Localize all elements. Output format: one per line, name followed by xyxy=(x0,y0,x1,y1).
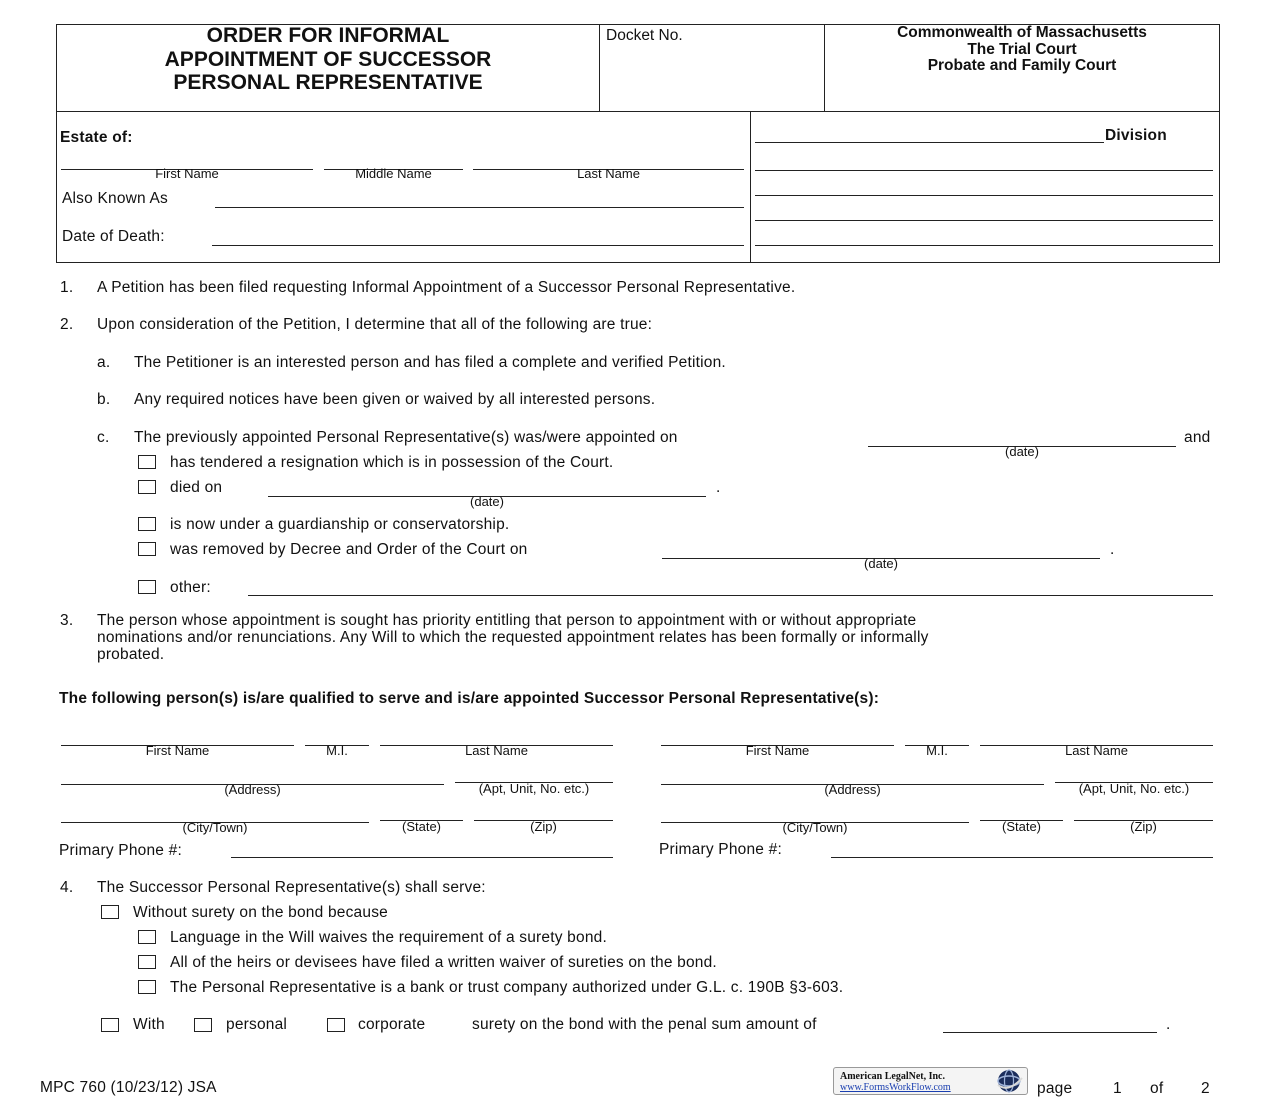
appointee-2-apt-caption: (Apt, Unit, No. etc.) xyxy=(1078,781,1190,796)
appointee-2-mi-caption: M.I. xyxy=(926,743,948,758)
of-label: of xyxy=(1150,1080,1164,1097)
item-2a-text: The Petitioner is an interested person and has filed a complete and verified Petition. xyxy=(134,354,726,371)
appointee-1-city-caption: (City/Town) xyxy=(182,820,248,835)
penal-sum-field[interactable] xyxy=(943,1032,1157,1033)
court-line-2: The Trial Court xyxy=(967,40,1077,58)
court-name xyxy=(825,25,1219,75)
appointee-1-state-caption: (State) xyxy=(401,819,441,834)
header-divider-1 xyxy=(599,24,600,112)
appointee-1-address-caption: (Address) xyxy=(224,782,281,797)
with-surety-label: With xyxy=(133,1016,165,1033)
item-2c-text: The previously appointed Personal Representative(s) was/were appointed on xyxy=(134,429,678,446)
item-2a-label: a. xyxy=(97,354,111,371)
division-line-3[interactable] xyxy=(755,195,1213,196)
appointed-date-caption: (date) xyxy=(1005,444,1039,459)
heirs-waiver-checkbox[interactable] xyxy=(138,955,156,969)
appointee-1-last-name-caption: Last Name xyxy=(465,743,528,758)
form-title xyxy=(57,24,599,95)
division-label: Division xyxy=(1105,127,1167,144)
title-line-2: APPOINTMENT OF SUCCESSOR xyxy=(164,47,492,71)
removed-label: was removed by Decree and Order of the Court on xyxy=(170,541,528,558)
title-line-1: ORDER FOR INFORMAL xyxy=(206,24,450,47)
penal-sum-period: . xyxy=(1166,1016,1171,1033)
item-3-line-2: nominations and/or renunciations. Any Will to which the requested appointment relates has been formally or informally xyxy=(97,629,929,646)
item-2c-and: and xyxy=(1184,429,1211,446)
other-field[interactable] xyxy=(248,595,1213,596)
docket-number-field[interactable] xyxy=(606,90,814,91)
without-surety-checkbox[interactable] xyxy=(101,905,119,919)
appointee-1-first-name-caption: First Name xyxy=(145,743,210,758)
appointee-2-phone-label: Primary Phone #: xyxy=(659,841,782,858)
division-field[interactable] xyxy=(755,142,1104,143)
middle-name-caption: Middle Name xyxy=(355,166,432,181)
item-2-text: Upon consideration of the Petition, I determine that all of the following are true: xyxy=(97,316,653,333)
division-line-5[interactable] xyxy=(755,245,1213,246)
died-period: . xyxy=(716,479,721,496)
without-surety-label: Without surety on the bond because xyxy=(133,904,388,921)
removed-checkbox[interactable] xyxy=(138,542,156,556)
page-label: page xyxy=(1037,1080,1073,1097)
item-2c-label: c. xyxy=(97,429,110,446)
item-2b-label: b. xyxy=(97,391,111,408)
court-line-3: Probate and Family Court xyxy=(927,57,1117,74)
appointee-1-phone-label: Primary Phone #: xyxy=(59,842,182,859)
dod-field[interactable] xyxy=(212,245,744,246)
court-line-1: Commonwealth of Massachusetts xyxy=(897,24,1147,41)
item-2b-text: Any required notices have been given or waived by all interested persons. xyxy=(134,391,656,408)
died-label: died on xyxy=(170,479,223,496)
will-waives-checkbox[interactable] xyxy=(138,930,156,944)
other-label: other: xyxy=(170,579,211,596)
with-surety-checkbox[interactable] xyxy=(101,1018,119,1032)
item-4-number: 4. xyxy=(60,879,74,896)
title-line-3: PERSONAL REPRESENTATIVE xyxy=(173,71,483,94)
appointee-2-address-caption: (Address) xyxy=(824,782,881,797)
removed-period: . xyxy=(1110,541,1115,558)
docket-label: Docket No. xyxy=(606,27,683,44)
page-total: 2 xyxy=(1201,1080,1210,1097)
appointment-heading: The following person(s) is/are qualified to serve and is/are appointed Successor Personal Representative(s): xyxy=(59,690,880,707)
appointee-2-state-caption: (State) xyxy=(1001,819,1041,834)
died-checkbox[interactable] xyxy=(138,480,156,494)
item-2-number: 2. xyxy=(60,316,74,333)
last-name-caption: Last Name xyxy=(577,166,640,181)
item-1-number: 1. xyxy=(60,279,74,296)
page-number: 1 xyxy=(1113,1080,1122,1097)
appointee-1-mi-caption: M.I. xyxy=(326,743,348,758)
corporate-surety-label: corporate xyxy=(358,1016,426,1033)
item-4-text: The Successor Personal Representative(s) shall serve: xyxy=(97,879,486,896)
logo-company-name: American LegalNet, Inc. xyxy=(840,1071,945,1082)
resigned-checkbox[interactable] xyxy=(138,455,156,469)
personal-surety-label: personal xyxy=(226,1016,288,1033)
heirs-waiver-label: All of the heirs or devisees have filed a written waiver of sureties on the bond. xyxy=(170,954,717,971)
estate-label: Estate of: xyxy=(60,129,133,146)
aka-field[interactable] xyxy=(215,207,744,208)
other-checkbox[interactable] xyxy=(138,580,156,594)
logo-website-link[interactable]: www.FormsWorkFlow.com xyxy=(840,1082,951,1093)
appointee-2-first-name-caption: First Name xyxy=(745,743,810,758)
item-3-line-3: probated. xyxy=(97,646,165,663)
logo-globe-icon xyxy=(992,1069,1026,1093)
division-line-4[interactable] xyxy=(755,220,1213,221)
corporate-surety-checkbox[interactable] xyxy=(327,1018,345,1032)
aka-label: Also Known As xyxy=(62,190,168,207)
appointee-1-zip-caption: (Zip) xyxy=(530,819,557,834)
item-3-line-1: The person whose appointment is sought has priority entitling that person to appointment with or without appropriate xyxy=(97,612,917,629)
appointee-2-phone-field[interactable] xyxy=(831,857,1213,858)
first-name-caption: First Name xyxy=(155,166,219,181)
bank-trust-label: The Personal Representative is a bank or trust company authorized under G.L. c. 190B §3-603. xyxy=(170,979,844,996)
estate-box xyxy=(56,112,1220,263)
item-3-number: 3. xyxy=(60,612,74,629)
dod-label: Date of Death: xyxy=(62,228,165,245)
estate-divider xyxy=(750,112,751,263)
guardianship-label: is now under a guardianship or conservatorship. xyxy=(170,516,510,533)
bank-trust-checkbox[interactable] xyxy=(138,980,156,994)
form-id: MPC 760 (10/23/12) JSA xyxy=(40,1079,217,1096)
item-1-text: A Petition has been filed requesting Informal Appointment of a Successor Personal Representative. xyxy=(97,279,796,296)
removed-date-caption: (date) xyxy=(864,556,898,571)
appointee-2-city-caption: (City/Town) xyxy=(782,820,848,835)
division-line-2[interactable] xyxy=(755,170,1213,171)
personal-surety-checkbox[interactable] xyxy=(194,1018,212,1032)
appointee-1-apt-caption: (Apt, Unit, No. etc.) xyxy=(478,781,590,796)
surety-amount-text: surety on the bond with the penal sum amount of xyxy=(472,1016,817,1033)
item-3-text xyxy=(97,612,929,663)
guardianship-checkbox[interactable] xyxy=(138,517,156,531)
appointee-2-last-name-caption: Last Name xyxy=(1065,743,1128,758)
resigned-label: has tendered a resignation which is in possession of the Court. xyxy=(170,454,614,471)
legalnet-logo xyxy=(833,1067,1028,1095)
died-date-caption: (date) xyxy=(470,494,504,509)
appointee-1-phone-field[interactable] xyxy=(231,857,613,858)
appointee-2-zip-caption: (Zip) xyxy=(1130,819,1157,834)
will-waives-label: Language in the Will waives the requirement of a surety bond. xyxy=(170,929,607,946)
